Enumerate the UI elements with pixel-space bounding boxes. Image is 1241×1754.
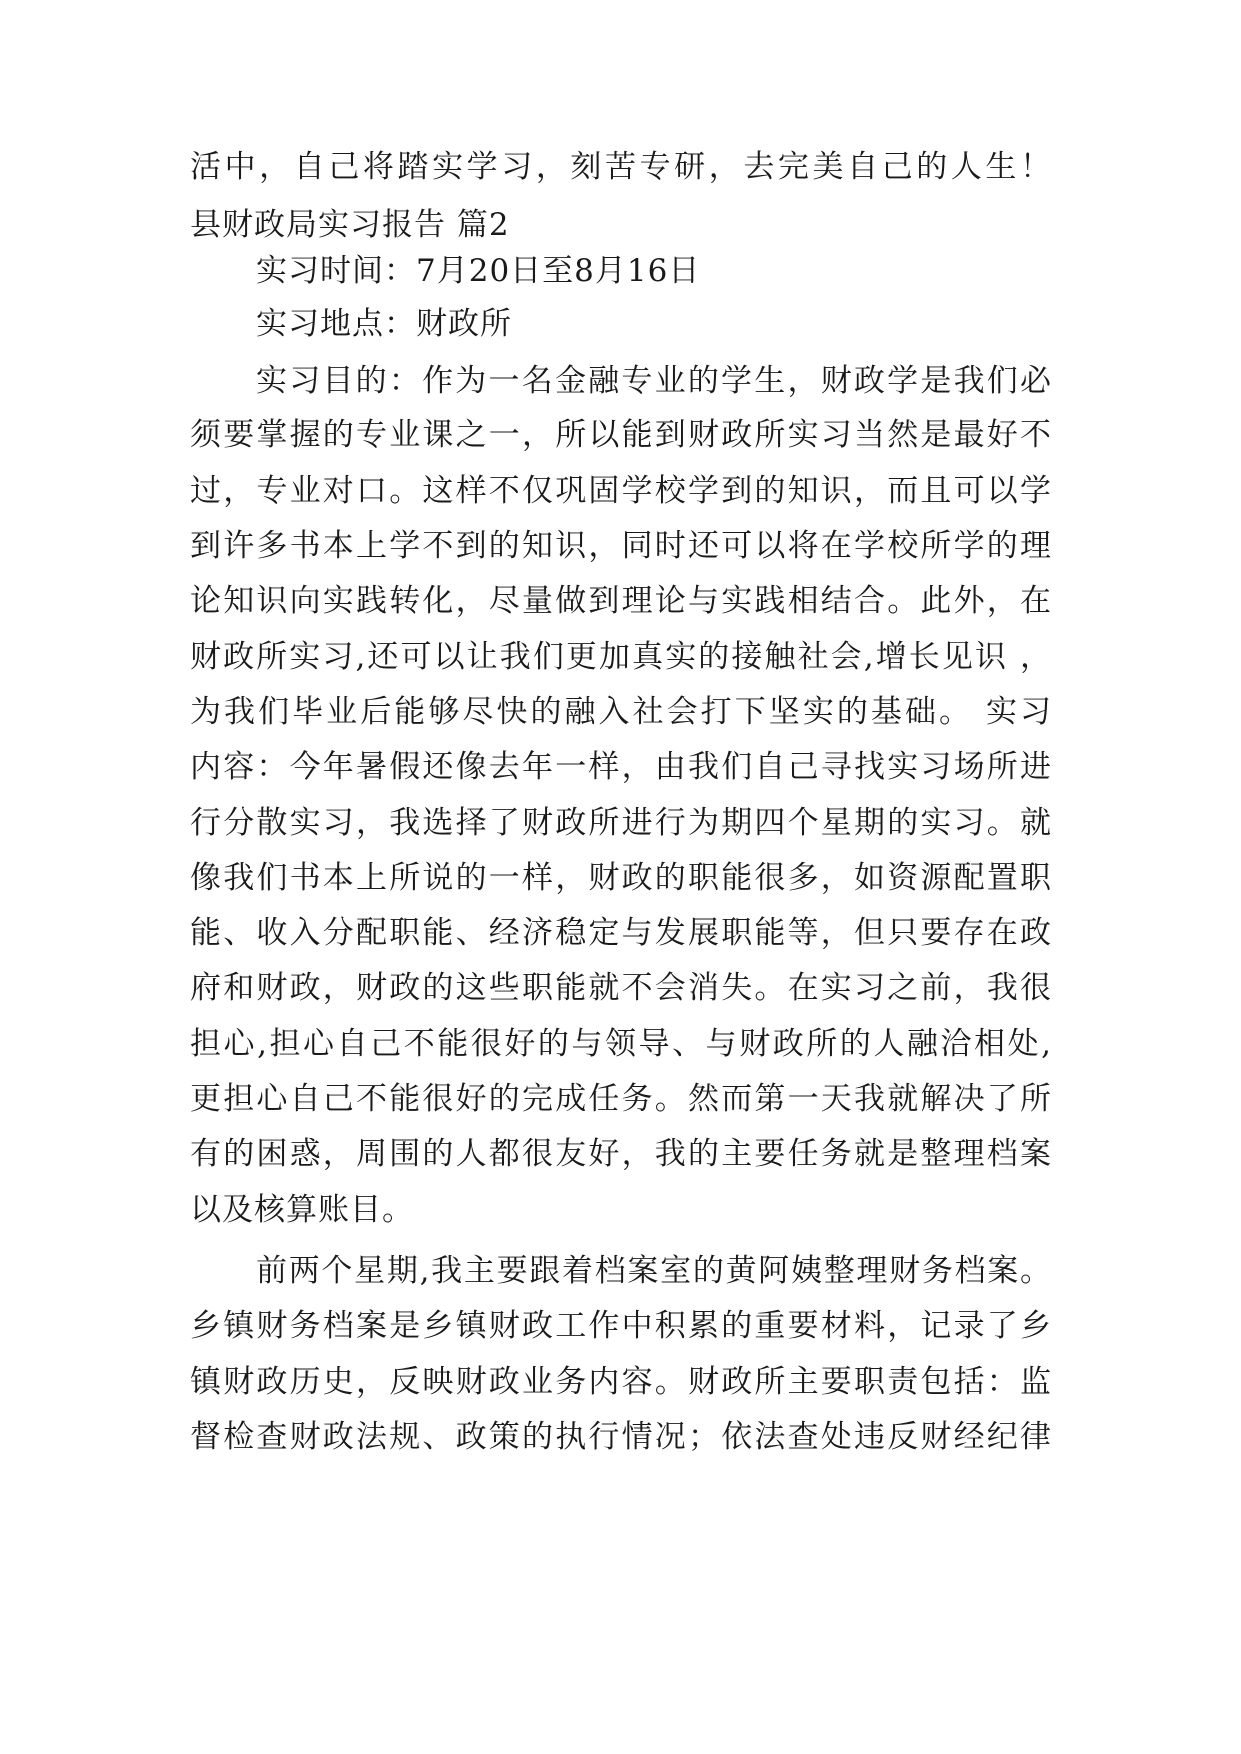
text-line: 过，专业对口。这样不仅巩固学校学到的知识，而且可以学 xyxy=(190,473,1052,509)
text-line: 担心,担心自己不能很好的与领导、与财政所的人融洽相处, xyxy=(190,1026,1052,1062)
text-line: 行分散实习，我选择了财政所进行为期四个星期的实习。就 xyxy=(190,805,1052,841)
text-line: 到许多书本上学不到的知识，同时还可以将在学校所学的理 xyxy=(190,528,1052,564)
text-line: 像我们书本上所说的一样，财政的职能很多，如资源配置职 xyxy=(190,860,1052,896)
text-line: 实习目的：作为一名金融专业的学生，财政学是我们必 xyxy=(256,363,1052,399)
text-line: 府和财政，财政的这些职能就不会消失。在实习之前，我很 xyxy=(190,970,1052,1006)
text-line: 前两个星期,我主要跟着档案室的黄阿姨整理财务档案。 xyxy=(256,1253,1052,1289)
text-line: 有的困惑，周围的人都很友好，我的主要任务就是整理档案 xyxy=(190,1136,1052,1172)
text-line: 实习时间：7月20日至8月16日 xyxy=(256,253,701,289)
text-line: 为我们毕业后能够尽快的融入社会打下坚实的基础。 实习 xyxy=(190,694,1052,730)
text-line: 财政所实习,还可以让我们更加真实的接触社会,增长见识 ， xyxy=(190,639,1052,675)
text-line: 乡镇财务档案是乡镇财政工作中积累的重要材料，记录了乡 xyxy=(190,1308,1052,1344)
text-line: 更担心自己不能很好的完成任务。然而第一天我就解决了所 xyxy=(190,1081,1052,1117)
text-line: 以及核算账目。 xyxy=(190,1192,414,1228)
section-heading: 县财政局实习报告 篇2 xyxy=(190,207,510,243)
text-line: 须要掌握的专业课之一，所以能到财政所实习当然是最好不 xyxy=(190,417,1052,453)
text-line: 内容：今年暑假还像去年一样，由我们自己寻找实习场所进 xyxy=(190,749,1052,785)
text-line: 督检查财政法规、政策的执行情况；依法查处违反财经纪律 xyxy=(190,1419,1052,1455)
text-line: 能、收入分配职能、经济稳定与发展职能等，但只要存在政 xyxy=(190,915,1052,951)
text-line: 镇财政历史，反映财政业务内容。财政所主要职责包括：监 xyxy=(190,1364,1052,1400)
text-line: 论知识向实践转化，尽量做到理论与实践相结合。此外，在 xyxy=(190,583,1052,619)
text-line: 活中，自己将踏实学习，刻苦专研，去完美自己的人生！ xyxy=(190,149,1052,185)
text-line: 实习地点：财政所 xyxy=(256,306,512,342)
